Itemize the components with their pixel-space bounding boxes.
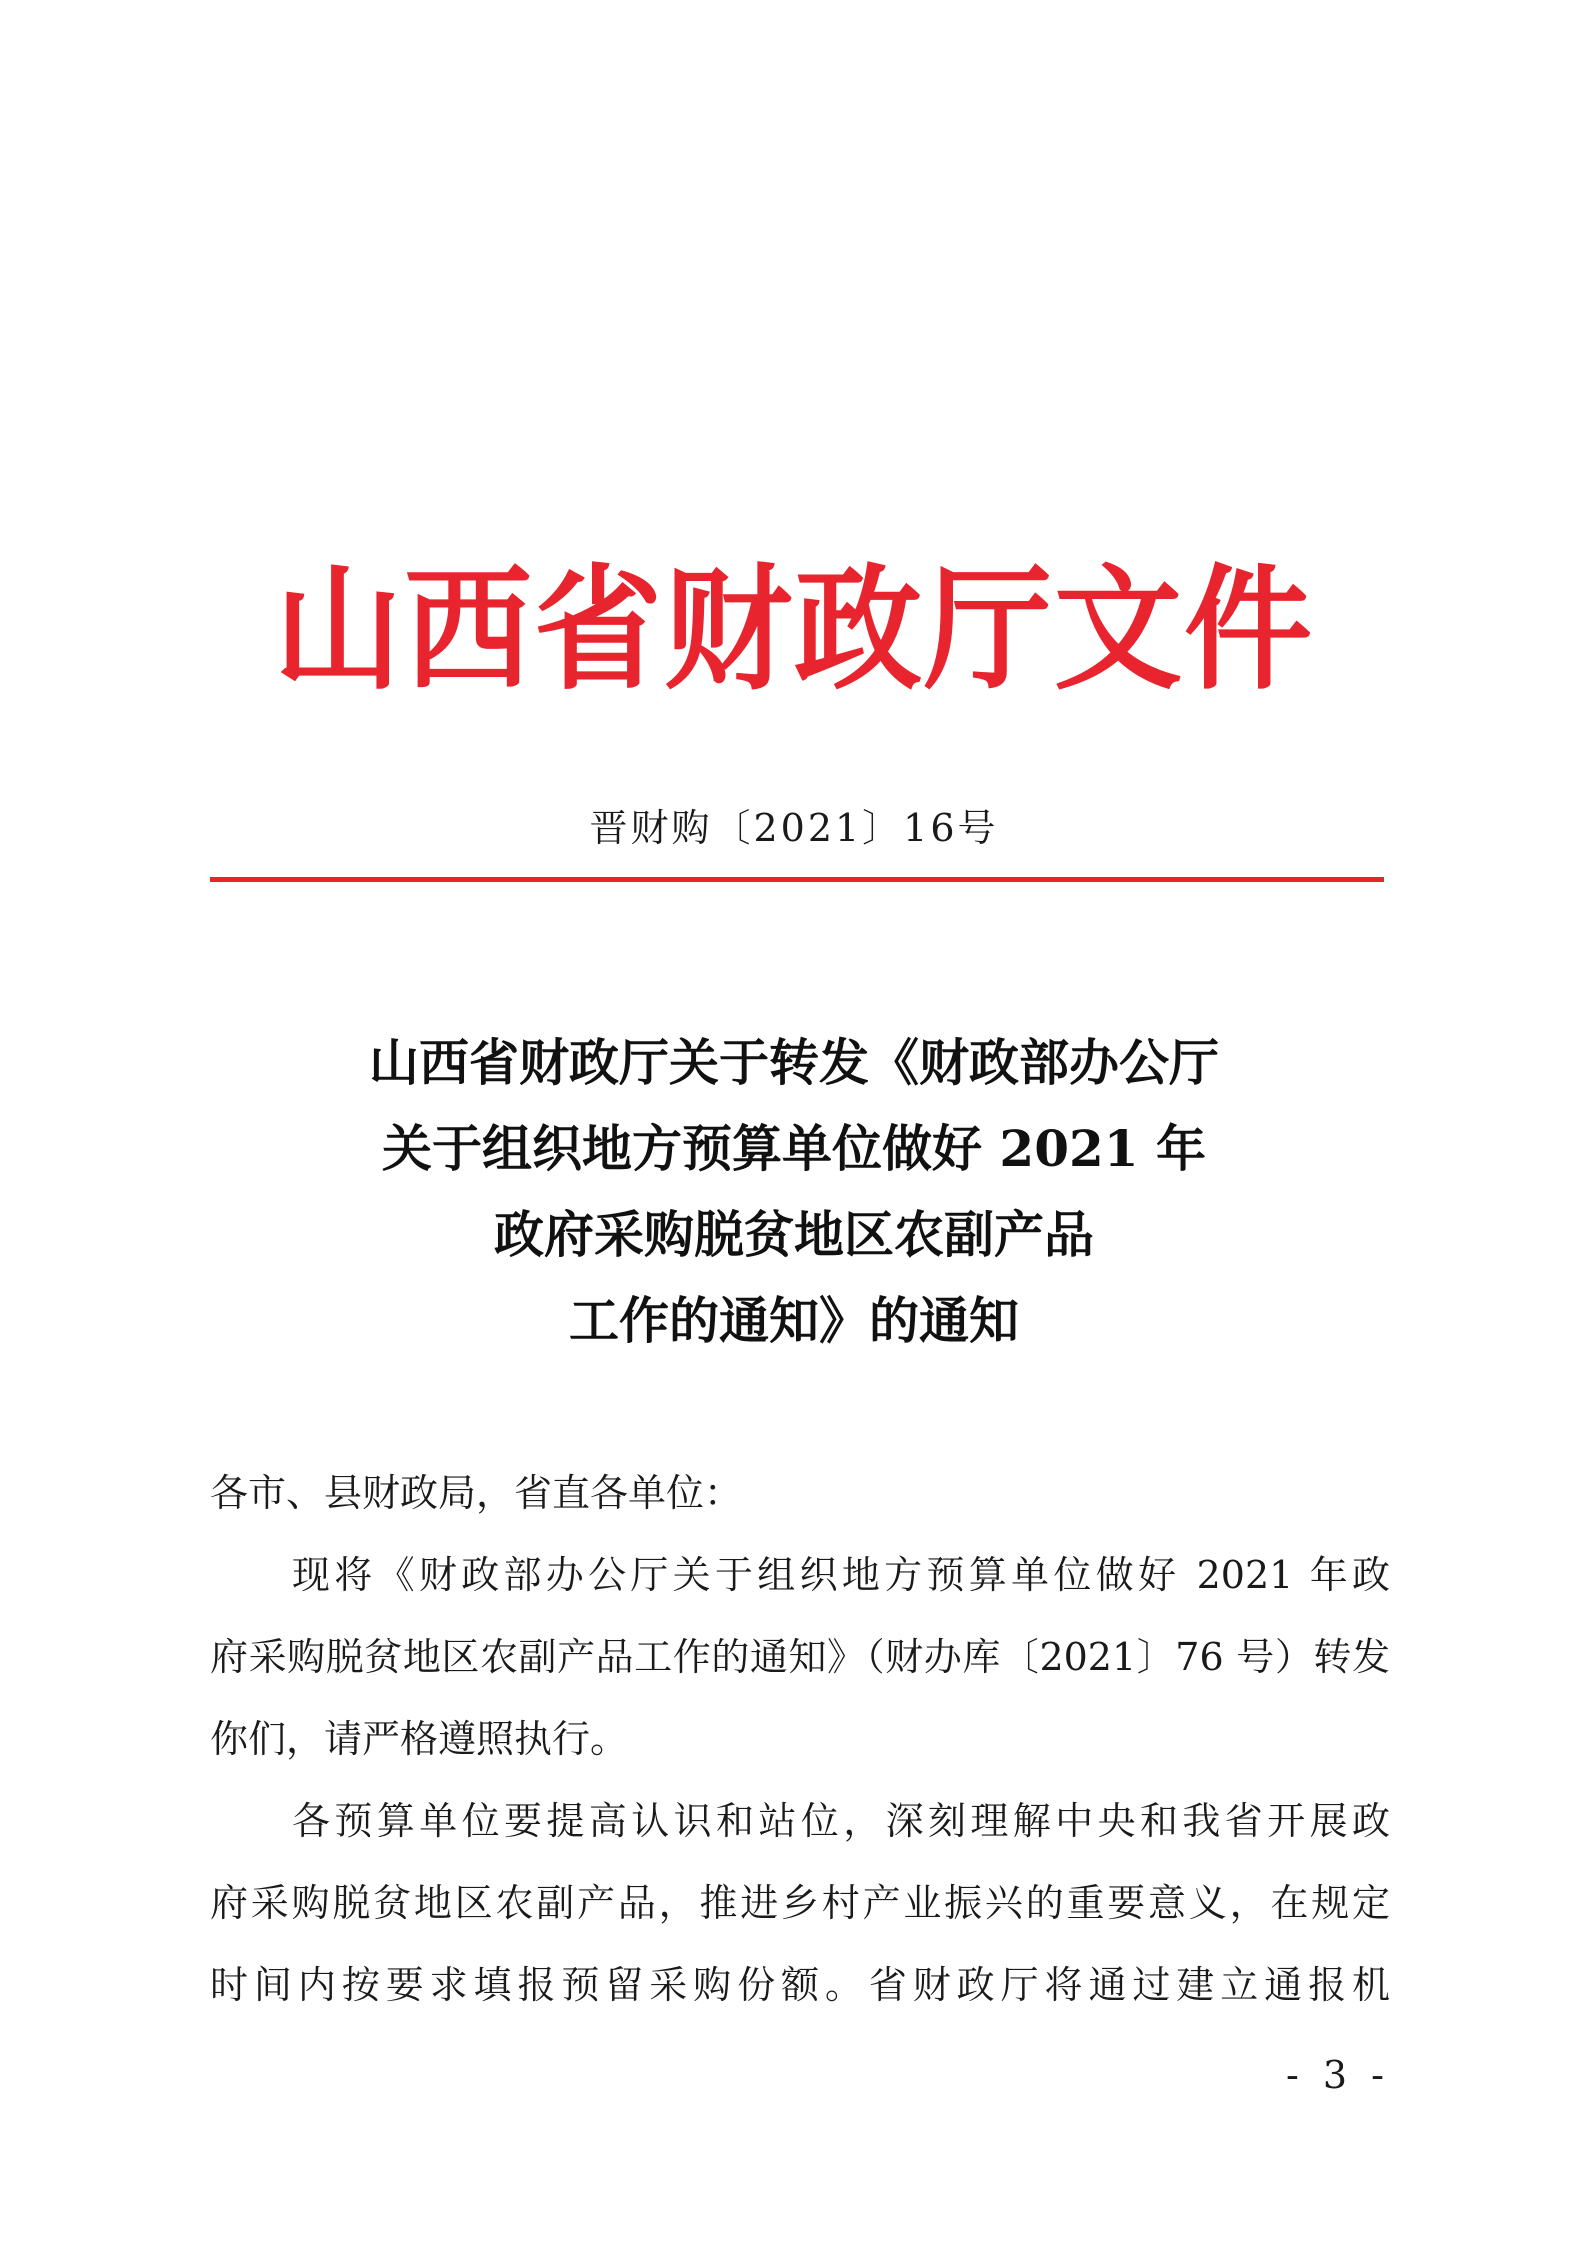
- page-number: - 3 -: [1285, 2053, 1390, 2097]
- paragraph-2-line-1: 各预算单位要提高认识和站位，深刻理解中央和我省开展政: [292, 1799, 1390, 1843]
- document-number: 晋财购〔2021〕16号: [589, 806, 999, 850]
- paragraph-1-line-3: 你们，请严格遵照执行。: [210, 1717, 629, 1761]
- salutation: 各市、县财政局，省直各单位：: [210, 1471, 743, 1515]
- title-line-2: 关于组织地方预算单位做好 2021 年: [382, 1119, 1206, 1178]
- masthead-title: 山西省财政厅文件: [273, 551, 1314, 709]
- title-line-4: 工作的通知》的通知: [569, 1291, 1019, 1350]
- paragraph-1-line-1: 现将《财政部办公厅关于组织地方预算单位做好 2021 年政: [292, 1553, 1390, 1597]
- document-title: [160, 1020, 1428, 1364]
- red-divider-line: [210, 877, 1384, 882]
- title-line-1: 山西省财政厅关于转发《财政部办公厅: [369, 1033, 1219, 1092]
- document-body: [210, 1452, 1390, 2026]
- paragraph-2-line-2: 府采购脱贫地区农副产品，推进乡村产业振兴的重要意义，在规定: [210, 1881, 1390, 1925]
- title-line-3: 政府采购脱贫地区农副产品: [494, 1205, 1094, 1264]
- paragraph-2-line-3: 时间内按要求填报预留采购份额。省财政厅将通过建立通报机: [210, 1963, 1390, 2007]
- paragraph-1-line-2: 府采购脱贫地区农副产品工作的通知》（财办库〔2021〕76 号）转发: [210, 1635, 1390, 1679]
